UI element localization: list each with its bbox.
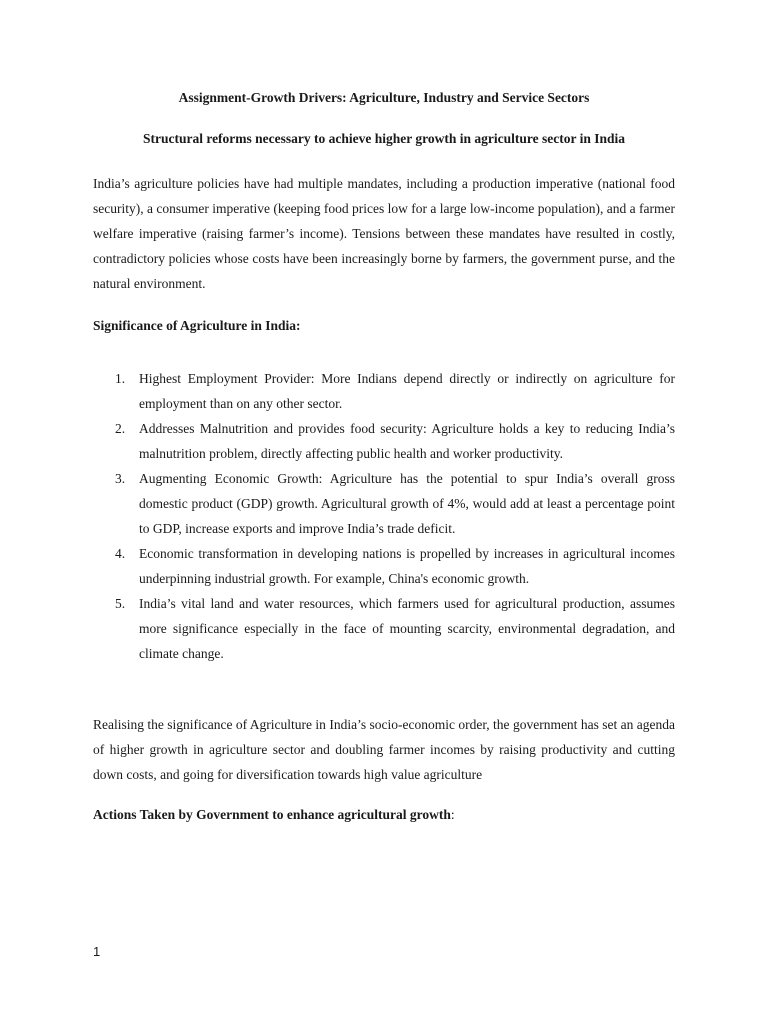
closing-paragraph: Realising the significance of Agriculture in India’s socio-economic order, the government has set an agenda of higher growth in agriculture sector and doubling farmer incomes by raising productivity and cutting down costs, and going for diversification towards high value agriculture — [93, 717, 675, 782]
list-item — [93, 466, 675, 541]
list-item-number: 2. — [115, 421, 126, 436]
significance-heading: Significance of Agriculture in India: — [93, 318, 301, 333]
list-item-number: 1. — [115, 371, 126, 386]
page-number: 1 — [93, 944, 101, 959]
list-item — [93, 416, 675, 466]
actions-heading — [93, 805, 675, 825]
list-item-text: Addresses Malnutrition and provides food security: Agriculture holds a key to reducing India’s malnutrition problem, directly affecting public health and worker productivity. — [139, 421, 675, 461]
actions-heading-text: Actions Taken by Government to enhance agricultural growth — [93, 807, 451, 822]
significance-list — [93, 366, 675, 666]
list-item-text: Economic transformation in developing nations is propelled by increases in agricultural incomes underpinning industrial growth. For example, China's economic growth. — [139, 546, 675, 586]
list-item-number: 5. — [115, 596, 126, 611]
document-subtitle: Structural reforms necessary to achieve higher growth in agriculture sector in India — [142, 131, 626, 146]
list-item — [93, 541, 675, 591]
actions-heading-colon: : — [450, 807, 455, 822]
list-item-number: 4. — [115, 546, 126, 561]
list-item — [93, 366, 675, 416]
list-item-text: India’s vital land and water resources, which farmers used for agricultural production, assumes more significance especially in the face of mounting scarcity, environmental degradation, and climate change. — [139, 596, 675, 661]
list-item — [93, 591, 675, 666]
list-item-text: Highest Employment Provider: More Indians depend directly or indirectly on agriculture for employment than on any other sector. — [139, 371, 675, 411]
list-item-text: Augmenting Economic Growth: Agriculture has the potential to spur India’s overall gross domestic product (GDP) growth. Agricultural growth of 4%, would add at least a percentage point to GDP, increase exports and improve India’s trade deficit. — [139, 471, 675, 536]
list-item-number: 3. — [115, 471, 126, 486]
document-title: Assignment-Growth Drivers: Agriculture, Industry and Service Sectors — [178, 90, 590, 105]
document-page — [93, 80, 675, 825]
intro-paragraph: India’s agriculture policies have had multiple mandates, including a production imperative (national food security), a consumer imperative (keeping food prices low for a large low-income population), and a farmer welfare imperative (raising farmer’s income). Tensions between these mandates have resulted in costly, contradictory policies whose costs have been increasingly borne by farmers, the government purse, and the natural environment. — [93, 176, 675, 291]
